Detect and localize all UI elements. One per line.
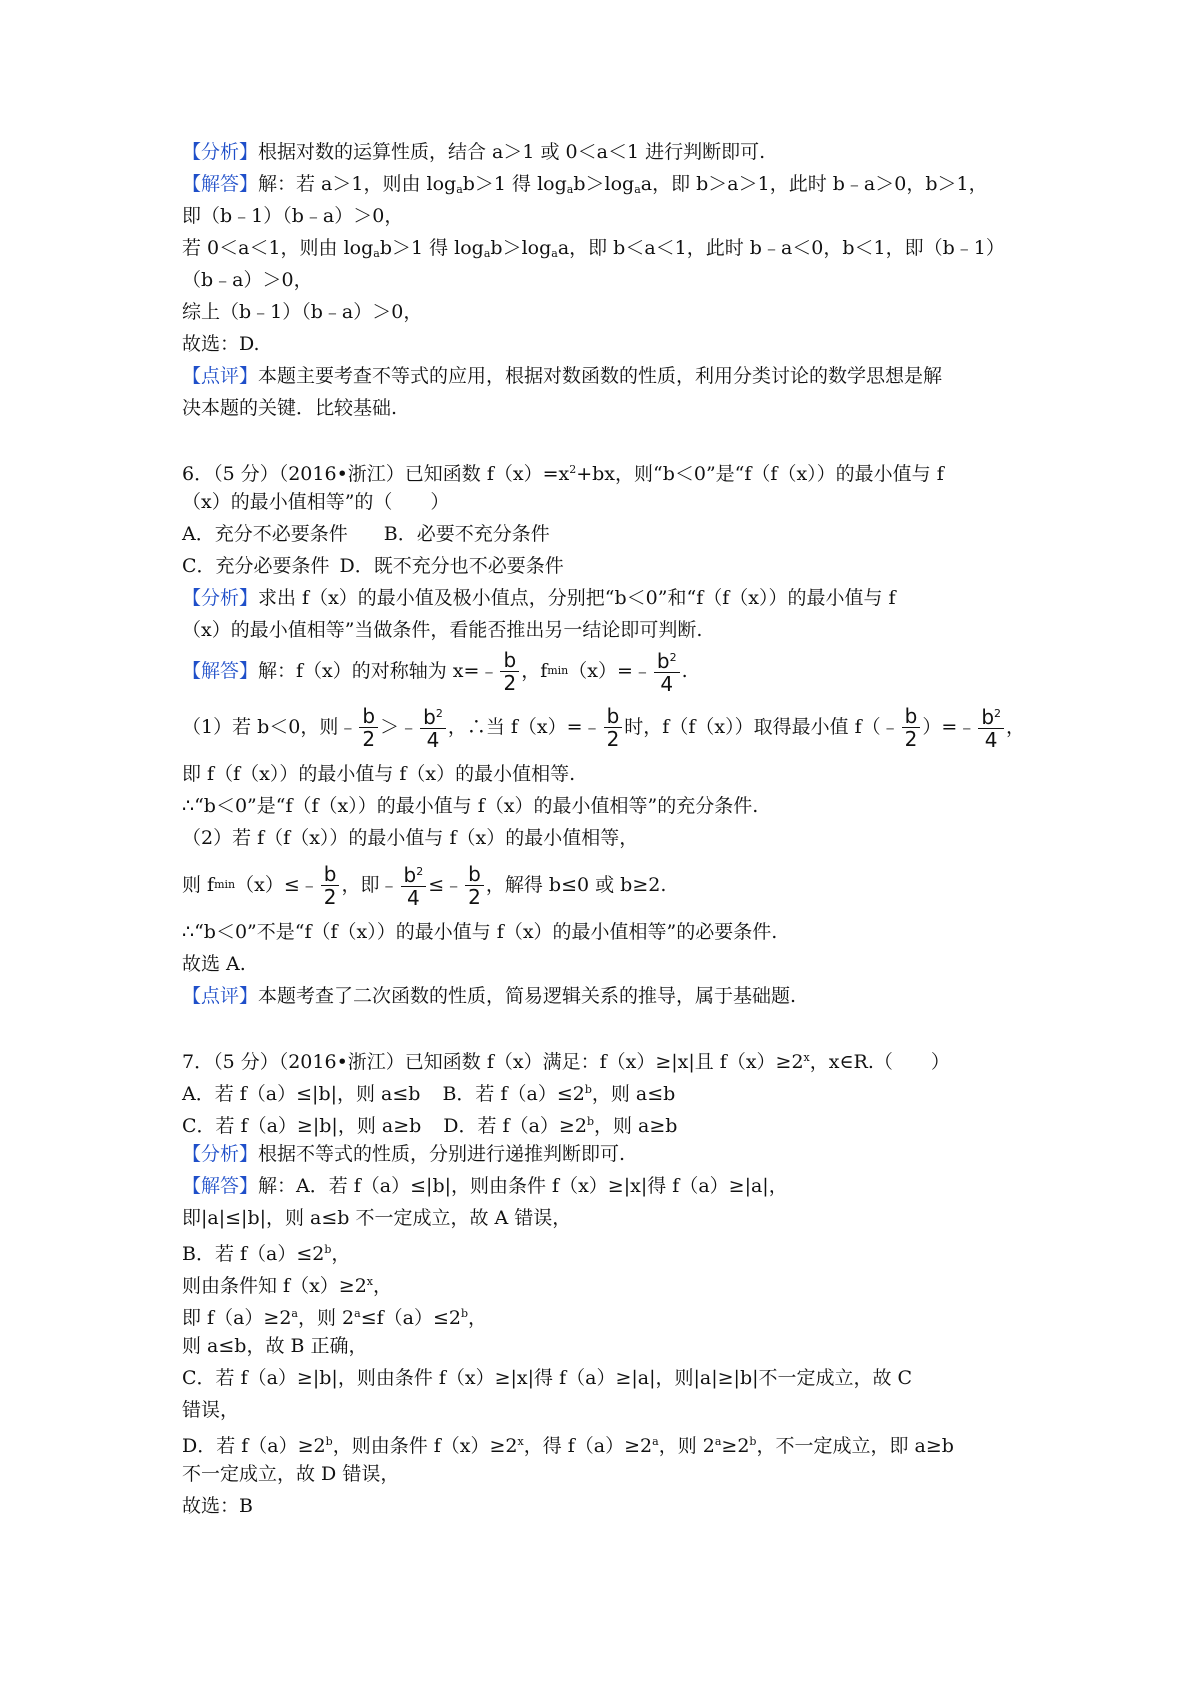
q6-answer-line-4: ∴“b＜0”是“f（f（x））的最小值与 f（x）的最小值相等”的充分条件.	[182, 795, 759, 817]
text: （x）≤﹣	[235, 874, 319, 896]
text: b＞log	[573, 173, 635, 195]
text: 则 f	[182, 874, 215, 896]
text: 解：若 a＞1，则由 log	[258, 173, 457, 195]
q5-answer-line-2: 即（b﹣1）（b﹣a）＞0，	[182, 205, 404, 227]
superscript: b	[586, 1115, 594, 1128]
superscript: b	[749, 1435, 757, 1448]
q5-answer-line-6: 故选：D.	[182, 333, 260, 355]
fraction-b-over-2	[604, 705, 623, 750]
text: a，即 b＞a＞1，此时 b﹣a＞0，b＞1，	[640, 173, 988, 195]
fraction-b-over-2	[359, 705, 378, 750]
text: ≤﹣	[428, 874, 464, 896]
text: ，则 2	[297, 1307, 355, 1329]
q6-answer-line-2	[182, 696, 1042, 758]
numerator: b	[321, 863, 340, 886]
denominator: 2	[606, 726, 620, 751]
base: b	[423, 705, 436, 729]
q5-answer-line-1	[182, 168, 1042, 200]
denominator: 2	[503, 670, 517, 695]
base: b	[656, 649, 670, 673]
superscript: b	[325, 1435, 333, 1448]
q7-options-ab	[182, 1074, 1042, 1106]
option-d: D．既不充分也不必要条件	[339, 555, 564, 577]
text: 解：A．若 f（a）≤|b|，则由条件 f（x）≥|x|得 f（a）≥|a|，	[258, 1175, 788, 1197]
denominator: 2	[323, 884, 337, 909]
numerator: b	[359, 705, 378, 728]
superscript: a	[714, 1435, 722, 1448]
numerator: b	[500, 649, 519, 672]
q5-analysis-text: 根据对数的运算性质，结合 a＞1 或 0＜a＜1 进行判断即可.	[258, 141, 766, 163]
text: 则由条件知 f（x）≥2	[182, 1275, 367, 1297]
base: b	[403, 863, 417, 887]
answer-tag: 【解答】	[182, 1175, 259, 1197]
text: ，x∈R.（ ）	[809, 1051, 950, 1073]
option-d: D．若 f（a）≥2	[443, 1115, 587, 1137]
text: ＞﹣	[380, 716, 419, 738]
text: ，不一定成立，即 a≥b	[756, 1435, 954, 1457]
fraction-b2-over-4	[420, 703, 446, 751]
text: ，	[373, 1275, 393, 1297]
denominator: 4	[426, 728, 440, 752]
numerator	[420, 703, 446, 729]
option-c: C．若 f（a）≥|b|，则 a≥b	[182, 1115, 422, 1137]
numerator: b	[604, 705, 623, 728]
document-page	[182, 136, 1042, 1522]
superscript: b	[324, 1243, 332, 1256]
text: ，则 a≥b	[593, 1115, 678, 1137]
q7-answer-line-10: 不一定成立，故 D 错误，	[182, 1463, 400, 1485]
fraction-b2-over-4	[401, 861, 427, 909]
answer-tag: 【解答】	[182, 660, 259, 682]
text: （1）若 b＜0，则﹣	[182, 716, 358, 738]
text: 根据不等式的性质，分别进行递推判断即可.	[258, 1143, 626, 1165]
superscript: a	[652, 1435, 659, 1448]
q5-comment-line-1	[182, 360, 1042, 392]
superscript: x	[366, 1275, 374, 1288]
spacer	[182, 1012, 1042, 1042]
text: ，得 f（a）≥2	[523, 1435, 653, 1457]
text: ≤f（a）≤2	[360, 1307, 461, 1329]
text: ，则由条件 f（x）≥2	[332, 1435, 518, 1457]
q7-analysis-line	[182, 1138, 1042, 1170]
q6-answer-line-6	[182, 854, 1042, 916]
text: 本题主要考查不等式的应用，根据对数函数的性质，利用分类讨论的数学思想是解	[258, 365, 943, 387]
text: 解：f（x）的对称轴为 x=﹣	[258, 660, 499, 682]
numerator	[401, 861, 427, 887]
subscript: a	[566, 183, 574, 196]
denominator: 4	[407, 886, 420, 910]
fraction-b-over-2	[321, 863, 340, 908]
text: b＞1 得 log	[379, 237, 484, 259]
superscript: 2	[435, 707, 443, 720]
superscript: a	[354, 1307, 361, 1320]
q6-answer-line-3: 即 f（f（x））的最小值与 f（x）的最小值相等.	[182, 763, 576, 785]
option-a: A．充分不必要条件	[182, 523, 348, 545]
text: 求出 f（x）的最小值及极小值点，分别把“b＜0”和“f（f（x））的最小值与 f	[258, 587, 896, 609]
q7-answer-line-11: 故选：B	[182, 1495, 253, 1517]
text: D．若 f（a）≥2	[182, 1435, 326, 1457]
q7-stem-line	[182, 1042, 1042, 1074]
text: ，f	[521, 660, 548, 682]
denominator: 4	[984, 728, 998, 752]
q6-answer-line-8: 故选 A.	[182, 953, 246, 975]
text: B．若 f（a）≤2	[182, 1243, 325, 1265]
text: ，即﹣	[341, 874, 399, 896]
comment-tag: 【点评】	[182, 985, 259, 1007]
q6-analysis-line-2: （x）的最小值相等”当做条件，看能否推出另一结论即可判断.	[182, 619, 703, 641]
text: 7．（5 分）（2016•浙江）已知函数 f（x）满足：f（x）≥|x|且 f（x）≥2	[182, 1051, 804, 1073]
superscript: x	[517, 1435, 524, 1448]
text: 即 f（a）≥2	[182, 1307, 292, 1329]
base: b	[981, 705, 995, 729]
q7-answer-line-4	[182, 1266, 1042, 1298]
q7-answer-line-6: 则 a≤b，故 B 正确，	[182, 1335, 368, 1357]
superscript: b	[460, 1307, 469, 1320]
superscript: b	[584, 1083, 592, 1096]
superscript: a	[291, 1307, 298, 1320]
denominator: 2	[362, 726, 376, 751]
q6-options-cd	[182, 550, 1042, 582]
text: 时，f（f（x））取得最小值 f（﹣	[624, 716, 900, 738]
text: ）=﹣	[922, 716, 977, 738]
q5-analysis-line	[182, 136, 1042, 168]
fraction-b-over-2	[465, 863, 484, 908]
numerator: b	[465, 863, 484, 886]
option-b: B．必要不充分条件	[383, 523, 550, 545]
q7-options-cd	[182, 1106, 1042, 1138]
text: ，解得 b≤0 或 b≥2.	[485, 874, 667, 896]
q5-answer-line-4: （b﹣a）＞0，	[182, 269, 313, 291]
q7-answer-line-7: C．若 f（a）≥|b|，则由条件 f（x）≥|x|得 f（a）≥|a|，则|a|≥|b|不一定成立，故 C	[182, 1367, 913, 1389]
analysis-tag: 【分析】	[182, 587, 259, 609]
fraction-b2-over-4	[654, 647, 680, 695]
option-c: C．充分必要条件	[182, 555, 330, 577]
q6-stem-line-2: （x）的最小值相等”的（ ）	[182, 491, 450, 513]
q6-options-ab	[182, 518, 1042, 550]
q7-answer-line-8: 错误，	[182, 1399, 240, 1421]
subscript: a	[483, 247, 491, 260]
text: ，∴当 f（x）=﹣	[447, 716, 602, 738]
text: 6．（5 分）（2016•浙江）已知函数 f（x）=x	[182, 463, 570, 485]
text: .	[681, 660, 688, 682]
superscript: 2	[569, 463, 577, 476]
fraction-b-over-2	[902, 705, 921, 750]
text: ，	[1006, 716, 1026, 738]
spacer	[182, 424, 1042, 454]
q6-answer-line-7: ∴“b＜0”不是“f（f（x））的最小值与 f（x）的最小值相等”的必要条件.	[182, 921, 778, 943]
text: 本题考查了二次函数的性质，简易逻辑关系的推导，属于基础题.	[258, 985, 797, 1007]
q7-answer-line-1	[182, 1170, 1042, 1202]
subscript: min	[547, 664, 569, 677]
text: b＞1 得 log	[462, 173, 567, 195]
superscript: 2	[416, 865, 424, 878]
subscript: a	[551, 247, 558, 260]
fraction-b2-over-4	[978, 703, 1004, 751]
analysis-tag: 【分析】	[182, 1143, 259, 1165]
option-a: A．若 f（a）≤|b|，则 a≤b	[182, 1083, 421, 1105]
q5-answer-line-5: 综上（b﹣1）（b﹣a）＞0，	[182, 301, 423, 323]
subscript: a	[456, 183, 463, 196]
answer-tag: 【解答】	[182, 173, 259, 195]
comment-tag: 【点评】	[182, 365, 259, 387]
numerator: b	[902, 705, 921, 728]
text: （x）=﹣	[568, 660, 652, 682]
q6-answer-line-1	[182, 646, 1042, 696]
numerator	[654, 647, 680, 673]
text: b＞log	[490, 237, 552, 259]
q6-stem-line-1	[182, 454, 1042, 486]
q7-answer-line-9	[182, 1426, 1042, 1458]
q6-comment-line	[182, 980, 1042, 1012]
numerator	[978, 703, 1004, 729]
text: +bx，则“b＜0”是“f（f（x））的最小值与 f	[576, 463, 944, 485]
text: ≥2	[721, 1435, 750, 1457]
q5-answer-line-3	[182, 232, 1042, 264]
denominator: 4	[660, 672, 674, 696]
subscript: a	[373, 247, 380, 260]
superscript: 2	[994, 707, 1002, 720]
superscript: x	[803, 1051, 810, 1064]
fraction-b-over-2	[500, 649, 519, 694]
q7-answer-line-2: 即|a|≤|b|，则 a≤b 不一定成立，故 A 错误，	[182, 1207, 572, 1229]
subscript: min	[214, 878, 236, 891]
subscript: a	[634, 183, 641, 196]
option-b: B．若 f（a）≤2	[442, 1083, 585, 1105]
q7-answer-line-3	[182, 1234, 1042, 1266]
analysis-tag: 【分析】	[182, 141, 259, 163]
text: ，则 2	[658, 1435, 715, 1457]
superscript: 2	[669, 651, 677, 664]
q7-answer-line-5	[182, 1298, 1042, 1330]
denominator: 2	[468, 884, 481, 909]
text: 若 0＜a＜1，则由 log	[182, 237, 374, 259]
q6-answer-line-5: （2）若 f（f（x））的最小值与 f（x）的最小值相等，	[182, 827, 639, 849]
text: ，	[331, 1243, 351, 1265]
text: ，则 a≤b	[591, 1083, 676, 1105]
denominator: 2	[904, 726, 918, 751]
q6-analysis-line-1	[182, 582, 1042, 614]
text: a，即 b＜a＜1，此时 b﹣a＜0，b＜1，即（b﹣1）	[557, 237, 1005, 259]
text: ，	[468, 1307, 488, 1329]
q5-comment-line-2: 决本题的关键．比较基础.	[182, 397, 398, 419]
